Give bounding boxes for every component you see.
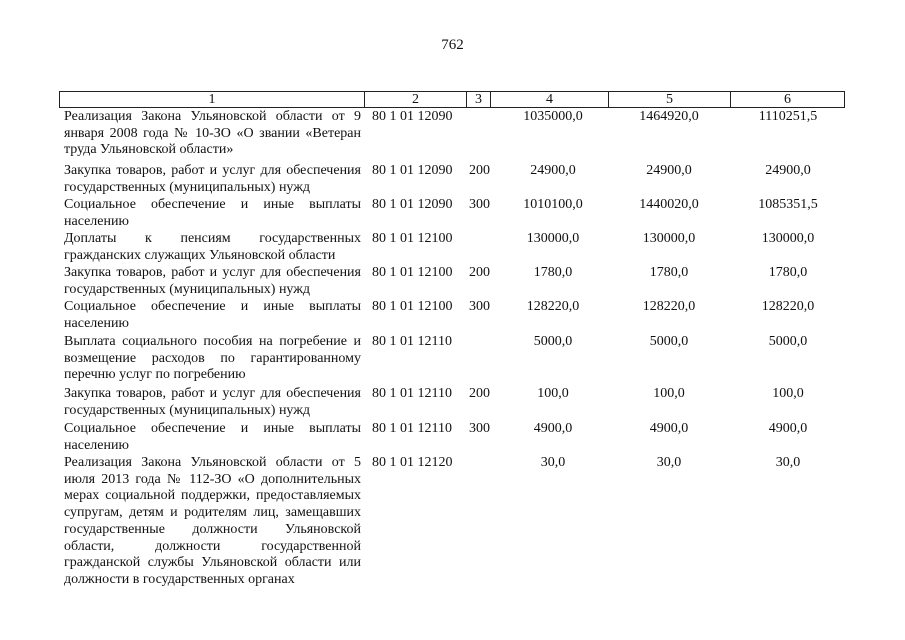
row-expense-type: 200 [469,265,490,280]
row-name: Реализация Закона Ульяновской области от 9 января 2008 года № 10-ЗО «О звании «Ветеран труда Ульяновской области» [64,109,361,158]
row-name: Социальное обеспечение и иные выплаты населению [64,197,361,229]
row-code: 80 1 01 12110 [372,334,452,349]
row-value-col5: 1464920,0 [639,109,699,124]
row-name: Выплата социального пособия на погребение и возмещение расходов по гарантированному перечню услуг по погребению [64,334,361,383]
header-col-6: 6 [784,92,791,107]
row-value-col6: 1780,0 [768,265,808,280]
row-value-col6: 1110251,5 [758,109,818,124]
row-expense-type: 300 [469,421,490,436]
row-value-col5: 1780,0 [649,265,689,280]
row-value-col5: 5000,0 [649,334,689,349]
row-value-col5: 30,0 [656,455,682,470]
row-value-col6: 30,0 [775,455,801,470]
row-value-col5: 1440020,0 [639,197,699,212]
row-value-col5: 4900,0 [649,421,689,436]
row-value-col6: 1085351,5 [758,197,818,212]
row-code: 80 1 01 12100 [372,299,453,314]
row-value-col6: 128220,0 [761,299,815,314]
header-col-5: 5 [666,92,673,107]
row-value-col6: 100,0 [772,386,804,401]
table-header [59,91,845,108]
header-col-4: 4 [546,92,553,107]
row-code: 80 1 01 12110 [372,421,452,436]
row-code: 80 1 01 12120 [372,455,453,470]
header-col-3: 3 [475,92,482,107]
row-value-col6: 130000,0 [761,231,815,246]
row-code: 80 1 01 12090 [372,163,453,178]
row-value-col4: 5000,0 [533,334,573,349]
row-value-col4: 100,0 [537,386,569,401]
row-expense-type: 300 [469,197,490,212]
row-value-col6: 5000,0 [768,334,808,349]
page-number: 762 [441,37,464,53]
row-name: Реализация Закона Ульяновской области от 5 июля 2013 года № 112-ЗО «О дополнительных мерах социальной поддержки, предоставляемых супругам, детям и родителям лиц, замещавших государственные должности Ульяновской области, должности государственной гражданской службы Ульяновской области или должности в государственных органах [64,455,361,587]
row-value-col5: 24900,0 [646,163,692,178]
row-name: Социальное обеспечение и иные выплаты населению [64,299,361,331]
row-value-col4: 30,0 [540,455,566,470]
row-value-col6: 4900,0 [768,421,808,436]
row-expense-type: 200 [469,386,490,401]
row-value-col4: 130000,0 [526,231,580,246]
row-name: Социальное обеспечение и иные выплаты населению [64,421,361,453]
row-code: 80 1 01 12090 [372,197,453,212]
row-code: 80 1 01 12110 [372,386,452,401]
row-value-col4: 1780,0 [533,265,573,280]
row-value-col5: 128220,0 [642,299,696,314]
row-name: Закупка товаров, работ и услуг для обеспечения государственных (муниципальных) нужд [64,386,361,418]
row-expense-type: 300 [469,299,490,314]
row-value-col4: 1035000,0 [523,109,583,124]
row-code: 80 1 01 12090 [372,109,453,124]
header-col-1: 1 [208,92,216,107]
row-value-col6: 24900,0 [765,163,811,178]
row-value-col4: 24900,0 [530,163,576,178]
row-name: Закупка товаров, работ и услуг для обеспечения государственных (муниципальных) нужд [64,265,361,297]
header-col-2: 2 [412,92,419,107]
row-value-col4: 1010100,0 [523,197,583,212]
row-value-col5: 130000,0 [642,231,696,246]
row-code: 80 1 01 12100 [372,231,453,246]
row-code: 80 1 01 12100 [372,265,453,280]
row-value-col5: 100,0 [653,386,685,401]
row-name: Доплаты к пенсиям государственных гражданских служащих Ульяновской области [64,231,361,263]
row-name: Закупка товаров, работ и услуг для обеспечения государственных (муниципальных) нужд [64,163,361,195]
row-expense-type: 200 [469,163,490,178]
row-value-col4: 4900,0 [533,421,573,436]
row-value-col4: 128220,0 [526,299,580,314]
